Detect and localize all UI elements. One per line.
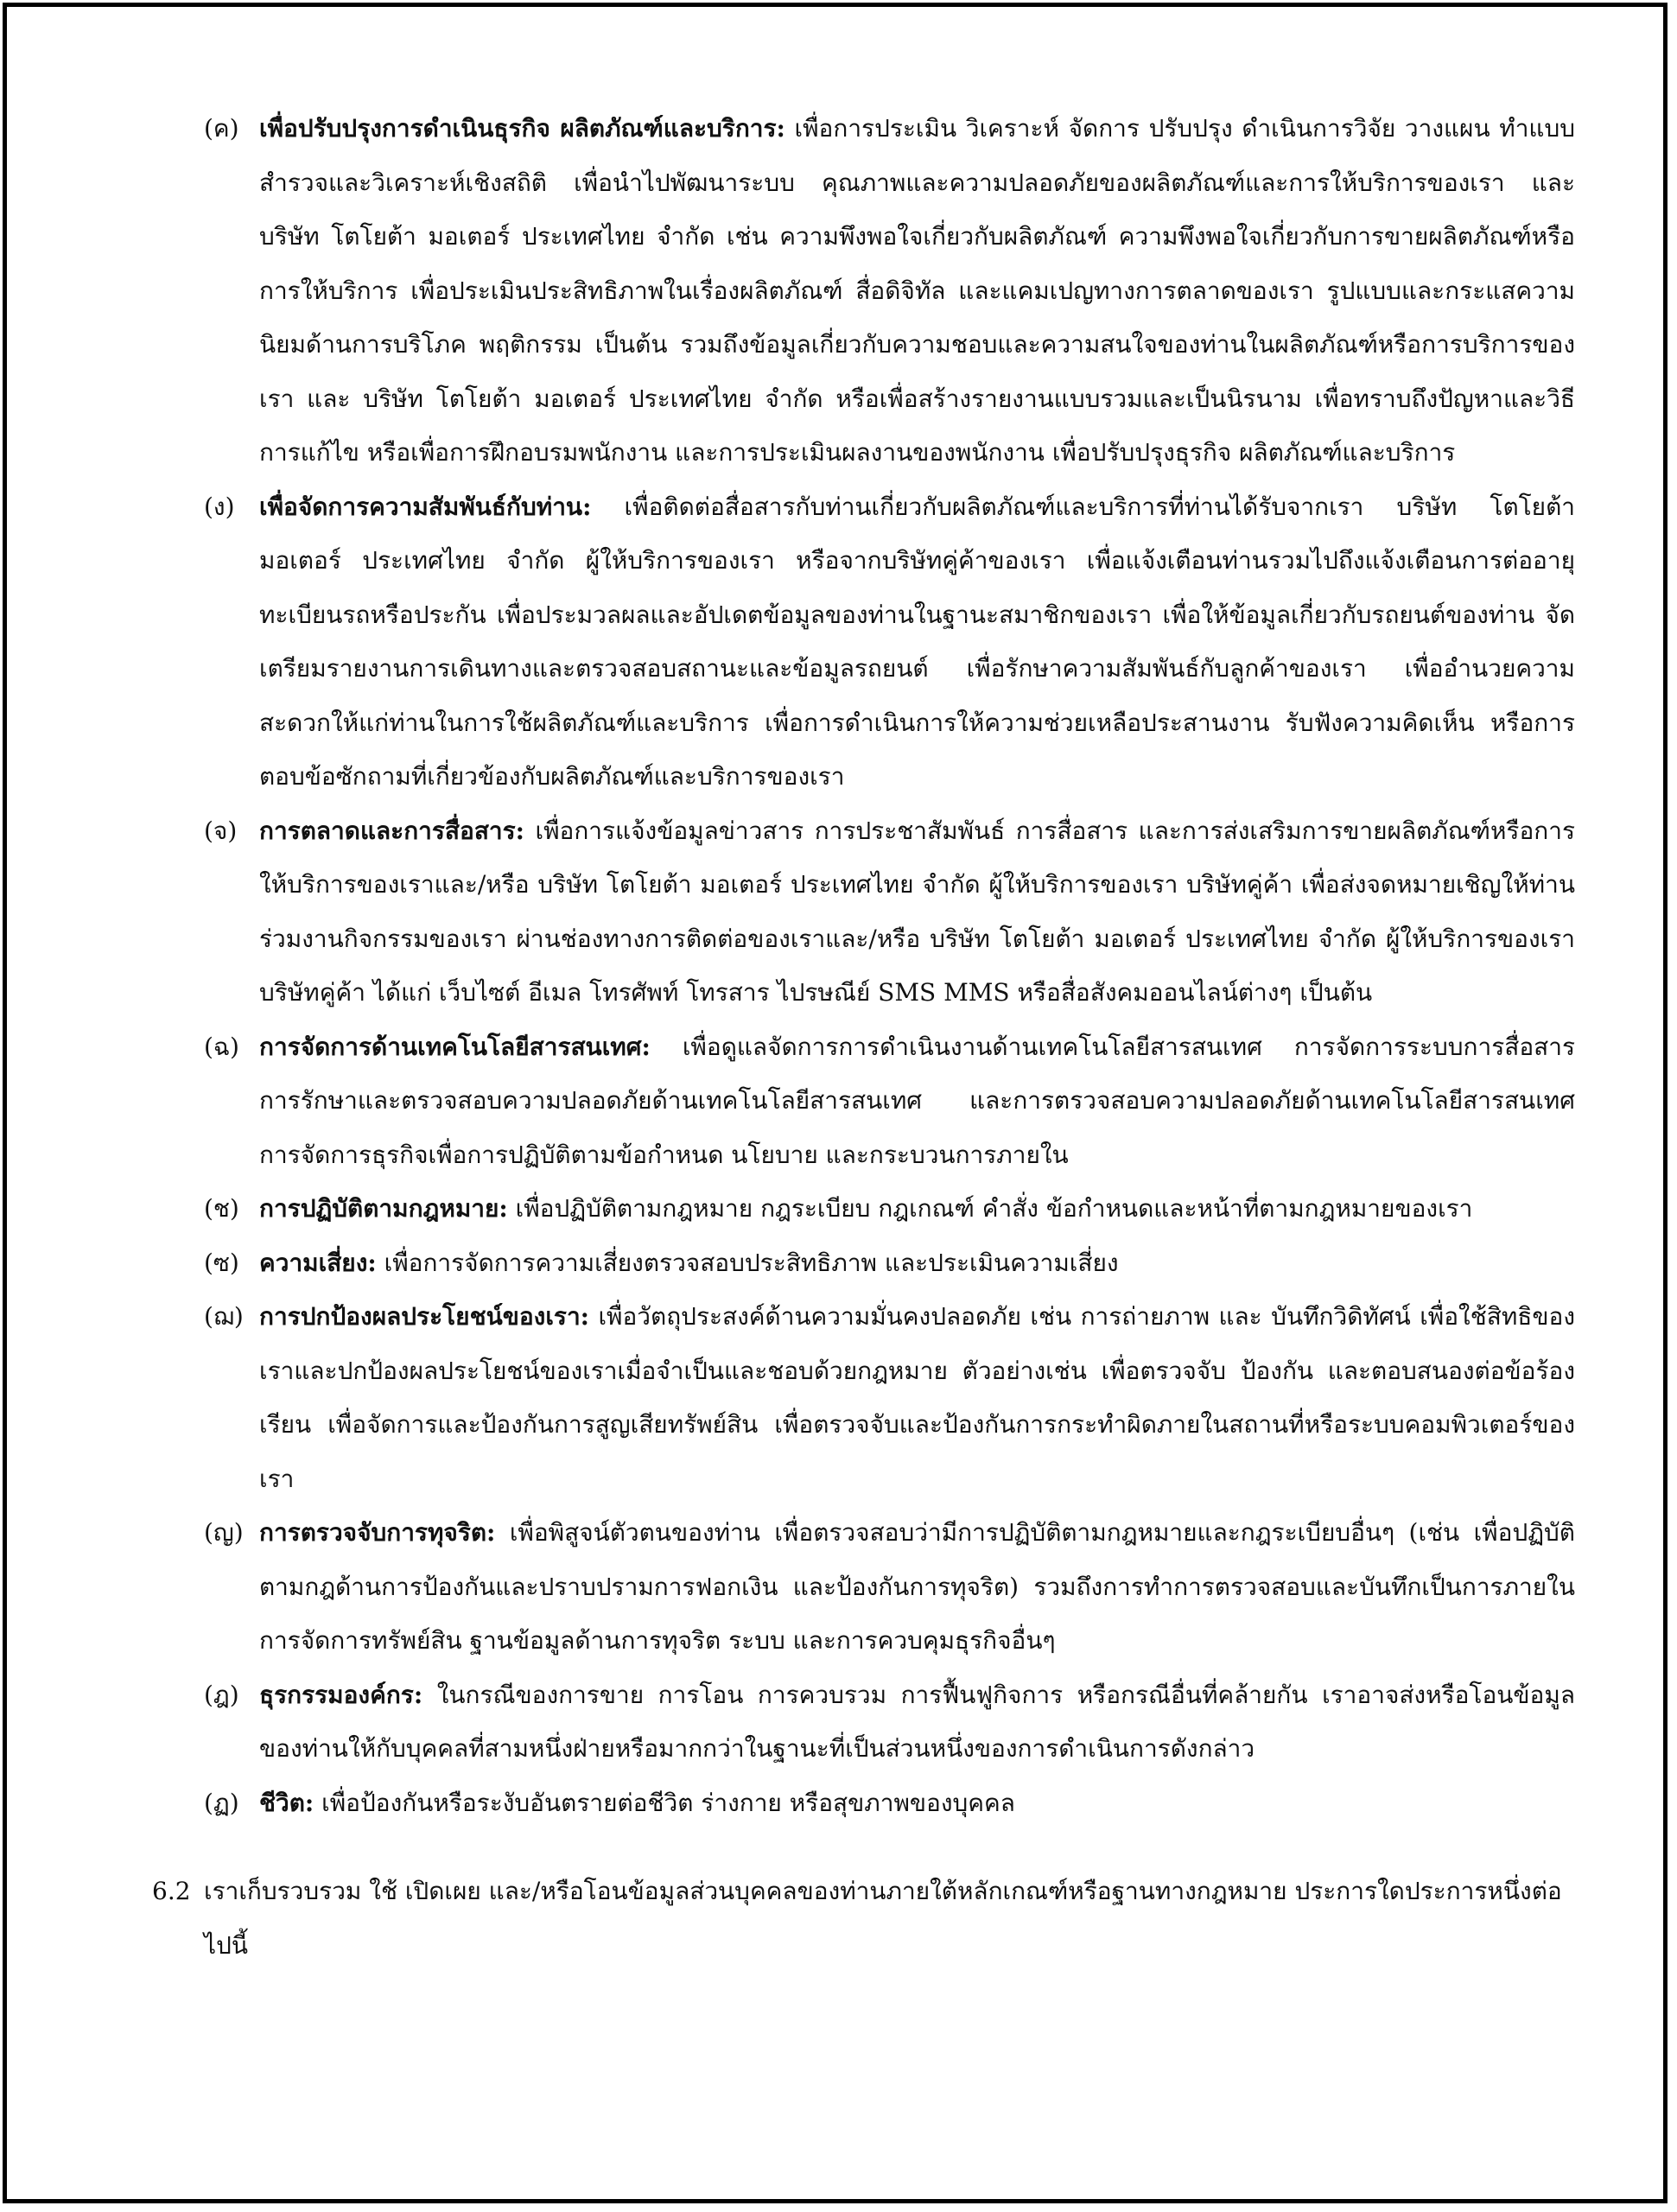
list-item bbox=[0, 102, 1677, 480]
item-text bbox=[259, 1669, 1575, 1777]
document-body bbox=[0, 102, 1677, 1973]
list-item bbox=[0, 1290, 1677, 1506]
item-body: เพื่อพิสูจน์ตัวตนของท่าน เพื่อตรวจสอบว่ามีการปฏิบัติตามกฎหมายและกฎระเบียบอื่นๆ (เช่น เพื่อปฏิบัติตามกฎด้านการป้องกันและปราบปรามการฟอกเงิน และป้องกันการทุจริต) รวมถึงการทำการตรวจสอบและบันทึกเป็นการภายใน การจัดการทรัพย์สิน ฐานข้อมูลด้านการทุจริต ระบบ และการควบคุมธุรกิจอื่นๆ bbox=[259, 1518, 1575, 1655]
item-body: เพื่อปฏิบัติตามกฎหมาย กฎระเบียบ กฎเกณฑ์ คำสั่ง ข้อกำหนดและหน้าที่ตามกฎหมายของเรา bbox=[507, 1194, 1473, 1223]
item-heading: ชีวิต: bbox=[259, 1788, 314, 1817]
item-heading: ความเสี่ยง: bbox=[259, 1248, 377, 1277]
list-item bbox=[0, 1182, 1677, 1236]
item-heading: การตรวจจับการทุจริต: bbox=[259, 1518, 496, 1547]
item-body: ในกรณีของการขาย การโอน การควบรวม การฟื้นฟูกิจการ หรือกรณีอื่นที่คล้ายกัน เราอาจส่งหรือโอนข้อมูลของท่านให้กับบุคคลที่สามหนึ่งฝ่ายหรือมากกว่าในฐานะที่เป็นส่วนหนึ่งของการดำเนินการดังกล่าว bbox=[259, 1680, 1575, 1763]
item-heading: การปฏิบัติตามกฎหมาย: bbox=[259, 1194, 508, 1223]
list-item bbox=[0, 1020, 1677, 1183]
item-heading: ธุรกรรมองค์กร: bbox=[259, 1680, 423, 1709]
section-6-2 bbox=[0, 1865, 1677, 1973]
item-text bbox=[259, 1506, 1575, 1669]
section-number: 6.2 bbox=[152, 1877, 191, 1905]
item-marker: (ง) bbox=[204, 492, 235, 521]
list-item bbox=[0, 804, 1677, 1020]
list-item bbox=[0, 1236, 1677, 1291]
item-text bbox=[259, 1290, 1575, 1506]
list-item bbox=[0, 480, 1677, 804]
section-text: เราเก็บรวบรวม ใช้ เปิดเผย และ/หรือโอนข้อมูลส่วนบุคคลของท่านภายใต้หลักเกณฑ์หรือฐานทางกฎหมาย ประการใดประการหนึ่งต่อไปนี้ bbox=[204, 1877, 1562, 1960]
list-item bbox=[0, 1669, 1677, 1777]
item-marker: (ช) bbox=[204, 1194, 239, 1223]
item-marker: (ซ) bbox=[204, 1248, 239, 1277]
item-text bbox=[259, 1236, 1575, 1291]
item-body: เพื่อการจัดการความเสี่ยงตรวจสอบประสิทธิภาพ และประเมินความเสี่ยง bbox=[376, 1248, 1119, 1277]
list-item bbox=[0, 1506, 1677, 1669]
item-heading: การจัดการด้านเทคโนโลยีสารสนเทศ: bbox=[259, 1032, 651, 1061]
item-marker: (ฉ) bbox=[204, 1032, 239, 1061]
item-text bbox=[259, 1777, 1575, 1831]
item-marker: (ญ) bbox=[204, 1518, 244, 1547]
item-marker: (จ) bbox=[204, 816, 238, 845]
item-text bbox=[259, 480, 1575, 804]
item-heading: การตลาดและการสื่อสาร: bbox=[259, 816, 525, 845]
item-heading: เพื่อปรับปรุงการดำเนินธุรกิจ ผลิตภัณฑ์และบริการ: bbox=[259, 114, 785, 143]
item-heading: เพื่อจัดการความสัมพันธ์กับท่าน: bbox=[259, 492, 592, 521]
item-marker: (ฏ) bbox=[204, 1788, 239, 1817]
item-text bbox=[259, 102, 1575, 480]
item-text bbox=[259, 1020, 1575, 1183]
item-marker: (ค) bbox=[204, 114, 239, 143]
item-marker: (ฌ) bbox=[204, 1302, 244, 1331]
list-item bbox=[0, 1777, 1677, 1831]
item-body: เพื่อวัตถุประสงค์ด้านความมั่นคงปลอดภัย เช่น การถ่ายภาพ และ บันทึกวิดิทัศน์ เพื่อใช้สิทธิของเราและปกป้องผลประโยชน์ของเราเมื่อจำเป็นและชอบด้วยกฎหมาย ตัวอย่างเช่น เพื่อตรวจจับ ป้องกัน และตอบสนองต่อข้อร้องเรียน เพื่อจัดการและป้องกันการสูญเสียทรัพย์สิน เพื่อตรวจจับและป้องกันการกระทำผิดภายในสถานที่หรือระบบคอมพิวเตอร์ของเรา bbox=[259, 1302, 1575, 1493]
item-body: เพื่อป้องกันหรือระงับอันตรายต่อชีวิต ร่างกาย หรือสุขภาพของบุคคล bbox=[314, 1788, 1015, 1817]
item-text bbox=[259, 804, 1575, 1020]
item-body: เพื่อการแจ้งข้อมูลข่าวสาร การประชาสัมพันธ์ การสื่อสาร และการส่งเสริมการขายผลิตภัณฑ์หรือการให้บริการของเราและ/หรือ บริษัท โตโยต้า มอเตอร์ ประเทศไทย จำกัด ผู้ให้บริการของเรา บริษัทคู่ค้า เพื่อส่งจดหมายเชิญให้ท่านร่วมงานกิจกรรมของเรา ผ่านช่องทางการติดต่อของเราและ/หรือ บริษัท โตโยต้า มอเตอร์ ประเทศไทย จำกัด ผู้ให้บริการของเรา บริษัทคู่ค้า ได้แก่ เว็บไซต์ อีเมล โทรศัพท์ โทรสาร ไปรษณีย์ SMS MMS หรือสื่อสังคมออนไลน์ต่างๆ เป็นต้น bbox=[259, 816, 1575, 1007]
item-text bbox=[259, 1182, 1575, 1236]
item-body: เพื่อติดต่อสื่อสารกับท่านเกี่ยวกับผลิตภัณฑ์และบริการที่ท่านได้รับจากเรา บริษัท โตโยต้า มอเตอร์ ประเทศไทย จำกัด ผู้ให้บริการของเรา หรือจากบริษัทคู่ค้าของเรา เพื่อแจ้งเตือนท่านรวมไปถึงแจ้งเตือนการต่ออายุทะเบียนรถหรือประกัน เพื่อประมวลผลและอัปเดตข้อมูลของท่านในฐานะสมาชิกของเรา เพื่อให้ข้อมูลเกี่ยวกับรถยนต์ของท่าน จัดเตรียมรายงานการเดินทางและตรวจสอบสถานะและข้อมูลรถยนต์ เพื่อรักษาความสัมพันธ์กับลูกค้าของเรา เพื่ออำนวยความสะดวกให้แก่ท่านในการใช้ผลิตภัณฑ์และบริการ เพื่อการดำเนินการให้ความช่วยเหลือประสานงาน รับฟังความคิดเห็น หรือการตอบข้อซักถามที่เกี่ยวข้องกับผลิตภัณฑ์และบริการของเรา bbox=[259, 492, 1575, 791]
item-body: เพื่อดูแลจัดการการดำเนินงานด้านเทคโนโลยีสารสนเทศ การจัดการระบบการสื่อสาร การรักษาและตรวจสอบความปลอดภัยด้านเทคโนโลยีสารสนเทศ และการตรวจสอบความปลอดภัยด้านเทคโนโลยีสารสนเทศ การจัดการธุรกิจเพื่อการปฏิบัติตามข้อกำหนด นโยบาย และกระบวนการภายใน bbox=[259, 1032, 1575, 1169]
item-heading: การปกป้องผลประโยชน์ของเรา: bbox=[259, 1302, 590, 1331]
item-body: เพื่อการประเมิน วิเคราะห์ จัดการ ปรับปรุง ดำเนินการวิจัย วางแผน ทำแบบสำรวจและวิเคราะห์เชิงสถิติ เพื่อนำไปพัฒนาระบบ คุณภาพและความปลอดภัยของผลิตภัณฑ์และการให้บริการของเรา และ บริษัท โตโยต้า มอเตอร์ ประเทศไทย จำกัด เช่น ความพึงพอใจเกี่ยวกับผลิตภัณฑ์ ความพึงพอใจเกี่ยวกับการขายผลิตภัณฑ์หรือการให้บริการ เพื่อประเมินประสิทธิภาพในเรื่องผลิตภัณฑ์ สื่อดิจิทัล และแคมเปญทางการตลาดของเรา รูปแบบและกระแสความนิยมด้านการบริโภค พฤติกรรม เป็นต้น รวมถึงข้อมูลเกี่ยวกับความชอบและความสนใจของท่านในผลิตภัณฑ์หรือการบริการของเรา และ บริษัท โตโยต้า มอเตอร์ ประเทศไทย จำกัด หรือเพื่อสร้างรายงานแบบรวมและเป็นนิรนาม เพื่อทราบถึงปัญหาและวิธีการแก้ไข หรือเพื่อการฝึกอบรมพนักงาน และการประเมินผลงานของพนักงาน เพื่อปรับปรุงธุรกิจ ผลิตภัณฑ์และบริการ bbox=[259, 114, 1576, 467]
item-marker: (ฎ) bbox=[204, 1680, 239, 1709]
